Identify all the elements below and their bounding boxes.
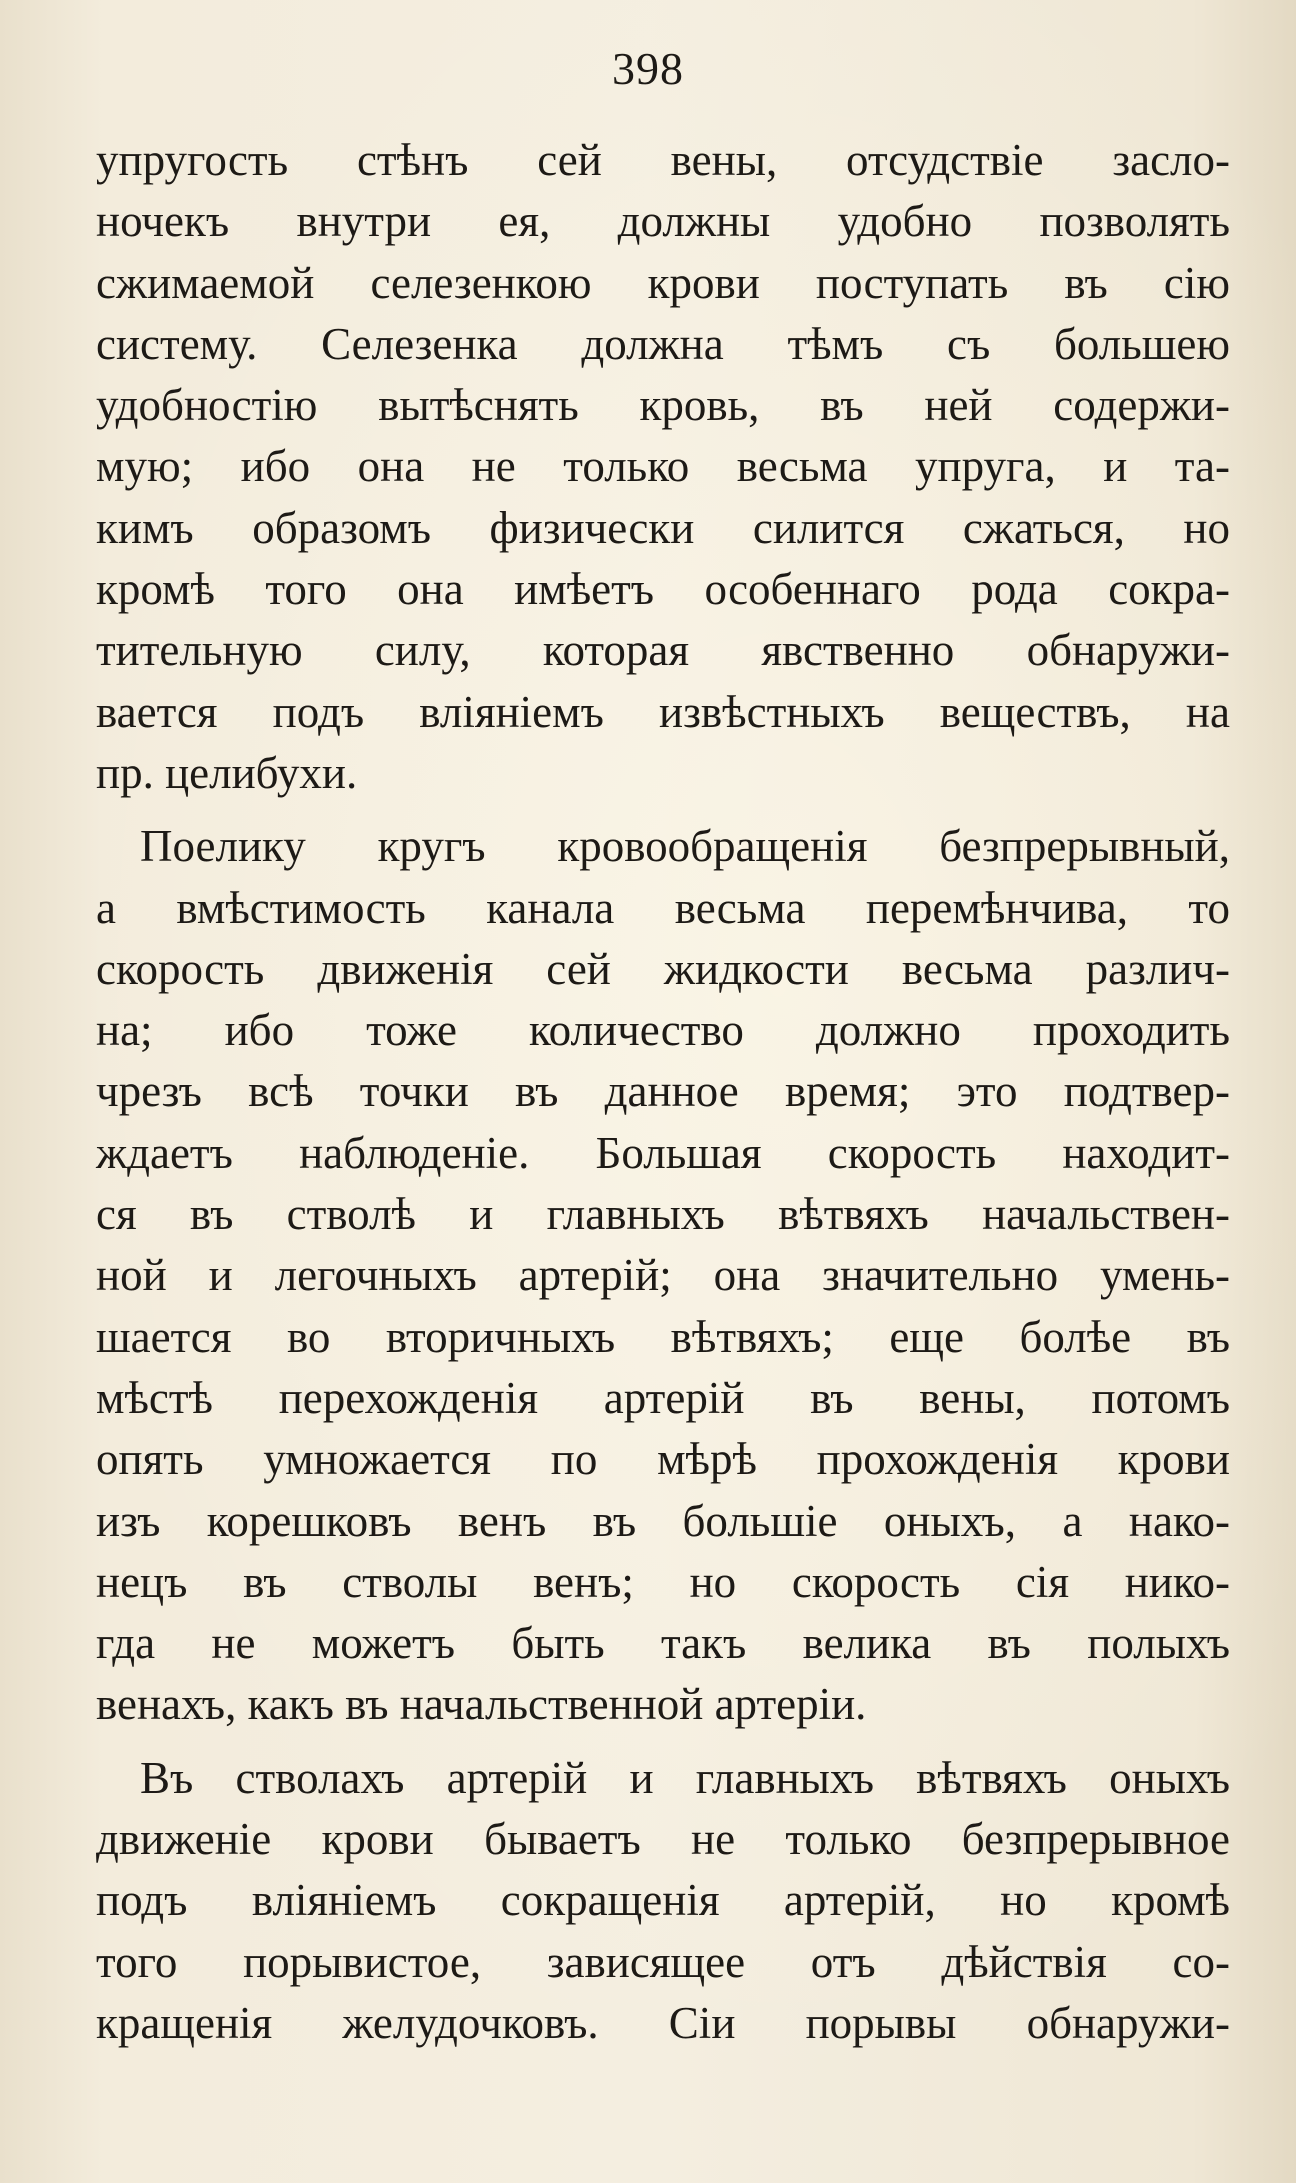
text-line: опять умножается по мѣрѣ прохожденія крови (96, 1434, 1230, 1485)
text-line: изъ корешковъ венъ въ большіе оныхъ, а нако- (96, 1495, 1230, 1546)
text-line: удобностію вытѣснять кровь, въ ней содержи- (96, 380, 1230, 431)
text-line: ся въ стволѣ и главныхъ вѣтвяхъ начальствен- (96, 1189, 1230, 1240)
text-line: венахъ, какъ въ начальственной артеріи. (96, 1679, 867, 1730)
text-line: того порывистое, зависящее отъ дѣйствія со- (96, 1936, 1230, 1987)
text-line: кращенія желудочковъ. Сіи порывы обнаружи- (96, 1997, 1230, 2048)
text-line: мую; ибо она не только весьма упруга, и та- (96, 441, 1230, 492)
text-line: сжимаемой селезенкою крови поступать въ сію (96, 257, 1230, 308)
text-line: гда не можетъ быть такъ велика въ полыхъ (96, 1618, 1230, 1669)
text-line: Поелику кругъ кровообращенія безпрерывный, (140, 821, 1230, 872)
text-line: ждаетъ наблюденіе. Большая скорость находит- (96, 1127, 1230, 1178)
text-line: тительную силу, которая явственно обнаружи- (96, 625, 1230, 676)
paragraph-1 (96, 130, 1230, 804)
text-line: Въ стволахъ артерій и главныхъ вѣтвяхъ оныхъ (140, 1752, 1230, 1803)
text-line: вается подъ вліяніемъ извѣстныхъ веществъ, на (96, 686, 1230, 737)
page-number: 398 (612, 43, 684, 94)
text-line: подъ вліяніемъ сокращенія артерій, но кромѣ (96, 1875, 1230, 1926)
text-line: скорость движенія сей жидкости весьма различ- (96, 943, 1230, 994)
text-line: ной и легочныхъ артерій; она значительно умень- (96, 1250, 1230, 1301)
text-line: чрезъ всѣ точки въ данное время; это подтвер- (96, 1066, 1230, 1117)
page-text (96, 130, 1230, 2066)
text-line: систему. Селезенка должна тѣмъ съ большею (96, 318, 1230, 369)
text-line: мѣстѣ перехожденія артерій въ вены, потомъ (96, 1372, 1230, 1423)
text-line: ночекъ внутри ея, должны удобно позволять (96, 196, 1230, 247)
text-line: движеніе крови бываетъ не только безпрерывное (96, 1814, 1230, 1865)
text-line: кимъ образомъ физически силится сжаться, но (96, 502, 1230, 553)
paragraph-3 (96, 1748, 1230, 2054)
text-line: кромѣ того она имѣетъ особеннаго рода сокра- (96, 564, 1230, 615)
text-line: шается во вторичныхъ вѣтвяхъ; еще болѣе въ (96, 1311, 1230, 1362)
text-line: на; ибо тоже количество должно проходить (96, 1005, 1230, 1056)
text-line: упругость стѣнъ сей вены, отсудствіе засло- (96, 135, 1230, 185)
text-line: пр. целибухи. (96, 747, 358, 798)
text-line: а вмѣстимость канала весьма перемѣнчива, то (96, 882, 1230, 933)
text-line: нецъ въ стволы венъ; но скорость сія нико- (96, 1556, 1230, 1607)
paragraph-2 (96, 816, 1230, 1735)
